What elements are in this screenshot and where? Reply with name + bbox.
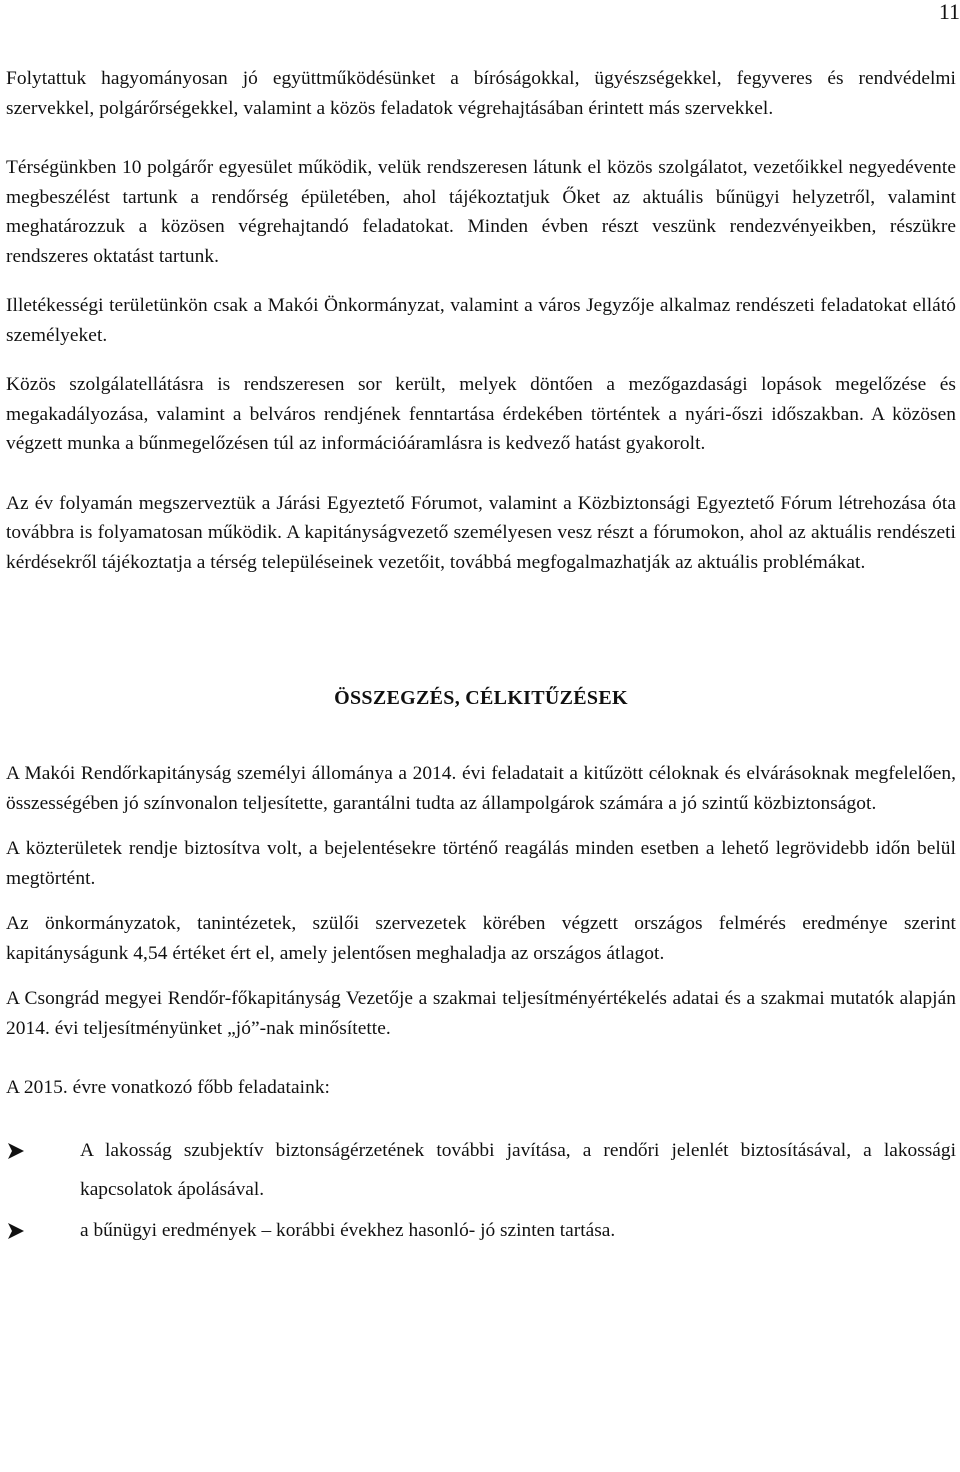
paragraph-summary-public-order: A közterületek rendje biztosítva volt, a bejelentésekre történő reagálás minden esetben a lehető legrövidebb időn belül megtörtént. (6, 838, 956, 889)
list-item (6, 1211, 956, 1250)
document-body (6, 64, 956, 1250)
page-number: 11 (938, 0, 960, 24)
paragraph-cooperation: Folytattuk hagyományosan jó együttműködésünket a bíróságokkal, ügyészségekkel, fegyveres és rendvédelmi szervekkel, polgárőrségekkel, valamint a közös feladatok végrehajtásában érintett más szervekkel. (6, 68, 956, 119)
arrowhead-bullet-icon (6, 1141, 26, 1161)
task-text: A lakosság szubjektív biztonságérzetének további javítása, a rendőri jelenlét biztosításával, a lakossági kapcsolatok ápolásával. (80, 1139, 956, 1200)
paragraph-civil-guard: Térségünkben 10 polgárőr egyesület működik, velük rendszeresen látunk el közös szolgálatot, vezetőikkel negyedévente megbeszélést tartunk a rendőrség épületében, ahol tájékoztatjuk Őket az aktuális bűnügyi helyzetről, valamint meghatározzuk a közösen végrehajtandó feladatokat. Minden évben részt veszünk rendezvényeikben, részükre rendszeres oktatást tartunk. (6, 157, 956, 267)
task-list (6, 1131, 956, 1250)
paragraph-summary-staff: A Makói Rendőrkapitányság személyi állománya a 2014. évi feladatait a kitűzött céloknak és elvárásoknak megfelelően, összességében jó színvonalon teljesítette, garantálni tudta az állampolgárok számára a jó szintű közbiztonságot. (6, 763, 956, 814)
paragraph-jurisdiction: Illetékességi területünkön csak a Makói Önkormányzat, valamint a város Jegyzője alkalmaz rendészeti feladatokat ellátó személyeket. (6, 295, 956, 346)
arrowhead-bullet-icon (6, 1221, 26, 1241)
paragraph-joint-service: Közös szolgálatellátásra is rendszeresen sor került, melyek döntően a mezőgazdasági lopások megelőzése és megakadályozása, valamint a belváros rendjének fenntartása érdekében történtek a nyári-őszi időszakban. A közösen végzett munka a bűnmegelőzésen túl az információáramlásra is kedvező hatást gyakorolt. (6, 374, 956, 454)
paragraph-summary-survey: Az önkormányzatok, tanintézetek, szülői szervezetek körében végzett országos felmérés eredménye szerint kapitányságunk 4,54 értéket ért el, amely jelentősen meghaladja az országos átlagot. (6, 913, 956, 964)
section-title: ÖSSZEGZÉS, CÉLKITŰZÉSEK (334, 687, 628, 709)
paragraph-summary-evaluation: A Csongrád megyei Rendőr-főkapitányság Vezetője a szakmai teljesítményértékelés adatai és a szakmai mutatók alapján 2014. évi teljesítményünket „jó”-nak minősítette. (6, 988, 956, 1039)
paragraph-forum: Az év folyamán megszerveztük a Járási Egyeztető Fórumot, valamint a Közbiztonsági Egyeztető Fórum létrehozása óta továbbra is folyamatosan működik. A kapitányságvezető személyesen vesz részt a fórumokon, ahol az aktuális rendészeti kérdésekről tájékoztatja a térség településeinek vezetőit, továbbá megfogalmazhatják az aktuális problémákat. (6, 492, 956, 573)
task-text: a bűnügyi eredmények – korábbi évekhez hasonló- jó szinten tartása. (80, 1219, 616, 1241)
tasks-intro: A 2015. évre vonatkozó főbb feladataink: (6, 1077, 330, 1098)
list-item (6, 1131, 956, 1209)
